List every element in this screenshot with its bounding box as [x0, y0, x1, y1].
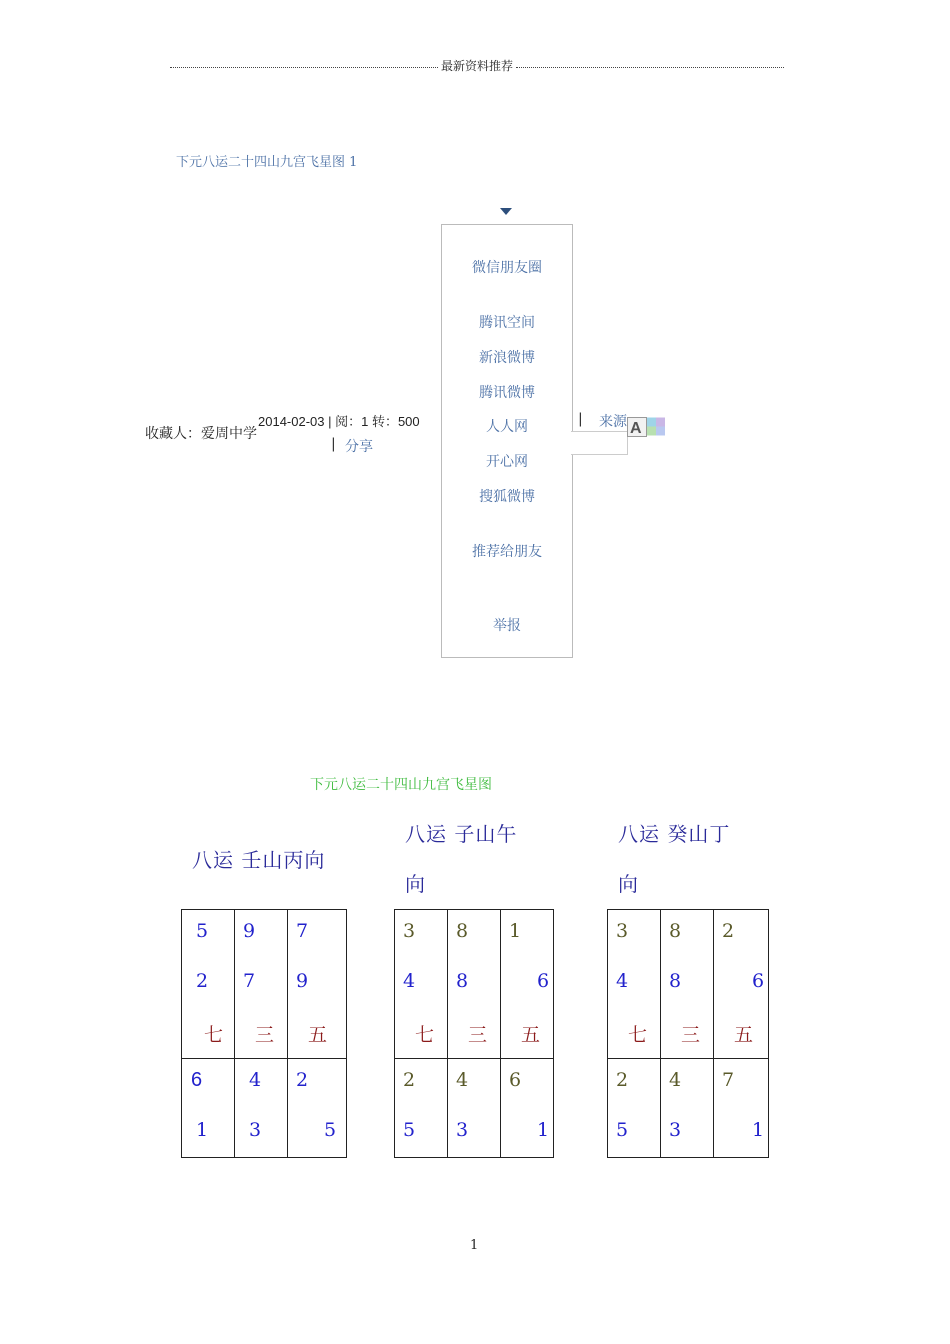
menu-item-renren[interactable]: 人人网: [486, 419, 528, 435]
cell-palace: 五: [734, 1024, 754, 1046]
cell-number: 4: [249, 1069, 262, 1091]
cell-number: 9: [296, 970, 309, 992]
share-menu: [441, 224, 573, 658]
menu-item-qzone[interactable]: 腾讯空间: [479, 315, 535, 331]
header-dots-left: [170, 67, 438, 68]
cell-number: 5: [324, 1119, 337, 1141]
cell-number: 6: [191, 1069, 203, 1091]
grid-cell: [608, 910, 661, 1059]
grid-cell: [288, 1059, 347, 1158]
cell-palace: 三: [681, 1024, 701, 1046]
cell-number: 7: [722, 1069, 735, 1091]
cell-number: 3: [616, 920, 629, 942]
page-number: 1: [470, 1238, 479, 1253]
popup-tab-box: [571, 431, 628, 455]
grid-cell: [661, 1059, 714, 1158]
grid-cell: [501, 910, 554, 1059]
cell-number: 6: [509, 1069, 522, 1091]
grid-cell: [235, 1059, 288, 1158]
cell-palace: 三: [255, 1024, 275, 1046]
share-link[interactable]: 分享: [345, 439, 373, 455]
grid-cell: [395, 910, 448, 1059]
cell-number: 3: [249, 1119, 262, 1141]
grid-heading-1: 八运 壬山丙向: [192, 848, 326, 872]
menu-item-sina-weibo[interactable]: 新浪微博: [479, 350, 535, 366]
grid-cell: [182, 1059, 235, 1158]
cell-number: 5: [196, 920, 209, 942]
grid-heading-3: 八运 癸山丁: [618, 822, 731, 846]
grid-cell: [288, 910, 347, 1059]
cell-number: 2: [296, 1069, 309, 1091]
grid-heading-2: 八运 子山午: [405, 822, 518, 846]
grid-cell: [501, 1059, 554, 1158]
cell-number: 5: [403, 1119, 416, 1141]
grid-cell: [448, 1059, 501, 1158]
header-title: 最新资料推荐: [441, 58, 514, 73]
grid-cell: [714, 910, 769, 1059]
grid-cell: [448, 910, 501, 1059]
cell-number: 8: [669, 970, 682, 992]
grid-cell: [661, 910, 714, 1059]
menu-item-wechat[interactable]: 微信朋友圈: [472, 260, 542, 276]
cell-number: 1: [196, 1119, 209, 1141]
menu-item-kaixin[interactable]: 开心网: [486, 454, 528, 470]
cell-number: 3: [456, 1119, 469, 1141]
date-stats: 2014-02-03 | 阅：1 转：500: [258, 414, 420, 429]
header-dots-right: [516, 67, 784, 68]
cell-number: 4: [403, 970, 416, 992]
menu-item-sohu-weibo[interactable]: 搜狐微博: [479, 489, 535, 505]
cell-number: 3: [403, 920, 416, 942]
flying-star-grid-2: [394, 909, 554, 1158]
cell-palace: 五: [308, 1024, 328, 1046]
font-size-icon[interactable]: [627, 415, 667, 437]
grid-cell: [235, 910, 288, 1059]
cell-number: 2: [196, 970, 209, 992]
cell-number: 6: [537, 970, 550, 992]
cell-number: 1: [537, 1119, 550, 1141]
cell-number: 7: [296, 920, 309, 942]
cell-number: 8: [456, 970, 469, 992]
menu-item-tencent-weibo[interactable]: 腾讯微博: [479, 385, 535, 401]
source-separator: |: [578, 411, 583, 427]
collector-label: 收藏人：爱周中学: [145, 426, 257, 442]
grid-cell: [714, 1059, 769, 1158]
menu-item-recommend[interactable]: 推荐给朋友: [472, 544, 542, 560]
grid-heading-3-cont: 向: [618, 872, 639, 896]
cell-palace: 七: [204, 1024, 224, 1046]
grid-cell: [608, 1059, 661, 1158]
cell-number: 6: [752, 970, 765, 992]
cell-number: 5: [616, 1119, 629, 1141]
flying-star-grid-1: [181, 909, 347, 1158]
cell-number: 4: [669, 1069, 682, 1091]
svg-text:A: A: [630, 420, 642, 437]
cell-number: 2: [722, 920, 735, 942]
grid-cell: [395, 1059, 448, 1158]
cell-number: 2: [403, 1069, 416, 1091]
source-link[interactable]: 来源: [599, 414, 627, 430]
cell-number: 1: [509, 920, 522, 942]
cell-number: 8: [456, 920, 469, 942]
cell-number: 4: [616, 970, 629, 992]
chart-section-title: 下元八运二十四山九宫飞星图: [310, 777, 492, 793]
cell-palace: 七: [628, 1024, 648, 1046]
dropdown-caret-icon[interactable]: [500, 208, 512, 215]
cell-number: 1: [752, 1119, 765, 1141]
share-separator: |: [331, 436, 336, 452]
flying-star-grid-3: [607, 909, 769, 1158]
grid-heading-2-cont: 向: [405, 872, 426, 896]
cell-palace: 三: [468, 1024, 488, 1046]
cell-number: 7: [243, 970, 256, 992]
page-header: [170, 58, 784, 72]
grid-cell: [182, 910, 235, 1059]
cell-palace: 五: [521, 1024, 541, 1046]
menu-item-report[interactable]: 举报: [493, 618, 521, 634]
cell-number: 2: [616, 1069, 629, 1091]
article-title[interactable]: 下元八运二十四山九宫飞星图 1: [176, 155, 358, 170]
cell-palace: 七: [415, 1024, 435, 1046]
cell-number: 4: [456, 1069, 469, 1091]
cell-number: 3: [669, 1119, 682, 1141]
cell-number: 8: [669, 920, 682, 942]
cell-number: 9: [243, 920, 256, 942]
